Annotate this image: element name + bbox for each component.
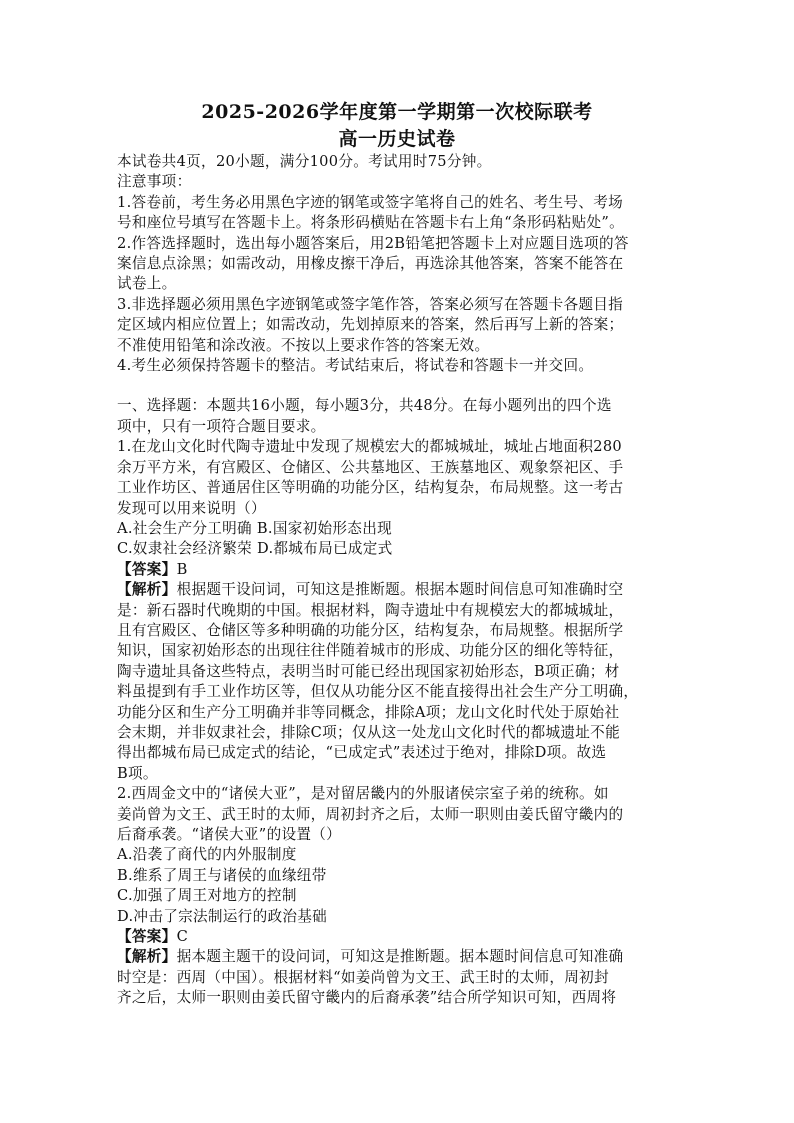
notice-line: 3.非选择题必须用黑色字迹钢笔或签字笔作答，答案必须写在答题卡各题目指 (117, 295, 624, 313)
notice-line: 1.答卷前，考生务必用黑色字迹的钢笔或签字笔将自己的姓名、考生号、考场 (117, 193, 624, 211)
exam-title: 2025-2026学年度第一学期第一次校际联考 (201, 101, 593, 123)
q1-stem: 余万平方米，有宫殿区、仓储区、公共墓地区、王族墓地区、观象祭祀区、手 (117, 458, 624, 476)
notice-line: 定区域内相应位置上；如需改动，先划掉原来的答案，然后再写上新的答案； (117, 316, 624, 334)
answer-tag: 【答案】 (117, 560, 177, 578)
q1-analysis-line: 得出都城布局已成定式的结论，“已成定式”表述过于绝对，排除D项。故选 (117, 744, 607, 762)
exam-body (117, 152, 697, 1009)
exam-subtitle: 高一历史试卷 (338, 128, 456, 150)
q2-stem: 姜尚曾为文王、武王时的太师，周初封齐之后，太师一职则由姜氏留守畿内的 (117, 805, 624, 823)
section-heading: 一、选择题：本题共16小题，每小题3分，共48分。在每小题列出的四个选 (117, 397, 612, 415)
notice-line: 号和座位号填写在答题卡上。将条形码横贴在答题卡右上角“条形码粘贴处”。 (117, 214, 625, 232)
q2-answer (117, 927, 697, 947)
q1-analysis-line: 料虽提到有手工业作坊区等，但仅从功能分区不能直接得出社会生产分工明确， (117, 683, 639, 701)
answer-value: C (176, 928, 189, 946)
q1-options: C.奴隶社会经济繁荣 D.都城布局已成定式 (117, 540, 393, 558)
analysis-text: 据本题主题干的设问词，可知这是推断题。据本题时间信息可知准确 (176, 948, 624, 966)
q1-analysis-line: 功能分区和生产分工明确并非等同概念，排除A项；龙山文化时代处于原始社 (117, 703, 620, 721)
q1-analysis-line: 知识，国家初始形态的出现往往伴随着城市的形成、功能分区的细化等特征， (117, 642, 624, 660)
q2-analysis-line: 时空是：西周（中国）。根据材料“如姜尚曾为文王、武王时的太师，周初封 (117, 968, 609, 986)
answer-value: B (176, 560, 188, 578)
q1-answer (117, 560, 697, 580)
notice-heading: 注意事项： (117, 173, 192, 191)
exam-summary: 本试卷共4页，20小题，满分100分。考试用时75分钟。 (117, 153, 492, 170)
q1-analysis-line: 陶寺遗址具备这些特点，表明当时可能已经出现国家初始形态，B项正确；材 (117, 662, 620, 680)
section-heading: 项中，只有一项符合题目要求。 (117, 417, 326, 435)
analysis-tag: 【解析】 (117, 948, 177, 966)
q1-options: A.社会生产分工明确 B.国家初始形态出现 (117, 519, 392, 537)
q1-stem: 1.在龙山文化时代陶寺遗址中发现了规模宏大的都城城址，城址占地面积280 (117, 438, 622, 456)
section-spacer (117, 376, 697, 396)
analysis-text: 根据题干设问词，可知这是推断题。根据本题时间信息可知准确时空 (176, 581, 624, 599)
q2-option-a: A.沿袭了商代的内外服制度 (117, 846, 297, 864)
q1-analysis-line: 是：新石器时代晚期的中国。根据材料，陶寺遗址中有规模宏大的都城城址， (117, 601, 624, 619)
answer-tag: 【答案】 (117, 928, 177, 946)
notice-line: 4.考生必须保持答题卡的整洁。考试结束后，将试卷和答题卡一并交回。 (117, 357, 594, 375)
q1-analysis (117, 580, 697, 600)
notice-line: 试卷上。 (117, 275, 177, 293)
notice-line: 案信息点涂黑；如需改动，用橡皮擦干净后，再选涂其他答案，答案不能答在 (117, 255, 624, 273)
q2-stem: 后裔承袭。“诸侯大亚”的设置（） (117, 826, 342, 843)
notice-line: 2.作答选择题时，选出每小题答案后，用2B铅笔把答题卡上对应题目选项的答 (117, 234, 629, 252)
analysis-tag: 【解析】 (117, 581, 177, 599)
q1-stem: 发现可以用来说明（） (117, 499, 266, 517)
q1-analysis-line: 会末期，并非奴隶社会，排除C项；仅从这一处龙山文化时代的都城遗址不能 (117, 723, 620, 741)
q2-option-d: D.冲击了宗法制运行的政治基础 (117, 907, 328, 925)
q2-option-b: B.维系了周王与诸侯的血缘纽带 (117, 866, 327, 884)
q1-analysis-line: B项。 (117, 764, 158, 782)
q2-analysis-line: 齐之后，太师一职则由姜氏留守畿内的后裔承袭”结合所学知识可知，西周将 (117, 989, 617, 1007)
q2-analysis (117, 947, 697, 967)
q2-stem: 2.西周金文中的“诸侯大亚”，是对留居畿内的外服诸侯宗室子弟的统称。如 (117, 785, 609, 803)
notice-line: 不准使用铅笔和涂改液。不按以上要求作答的答案无效。 (117, 336, 490, 354)
q2-option-c: C.加强了周王对地方的控制 (117, 887, 297, 905)
q1-stem: 工业作坊区、普通居住区等明确的功能分区，结构复杂，布局规整。这一考古 (117, 479, 624, 497)
q1-analysis-line: 且有宫殿区、仓储区等多种明确的功能分区，结构复杂，布局规整。根据所学 (117, 621, 624, 639)
